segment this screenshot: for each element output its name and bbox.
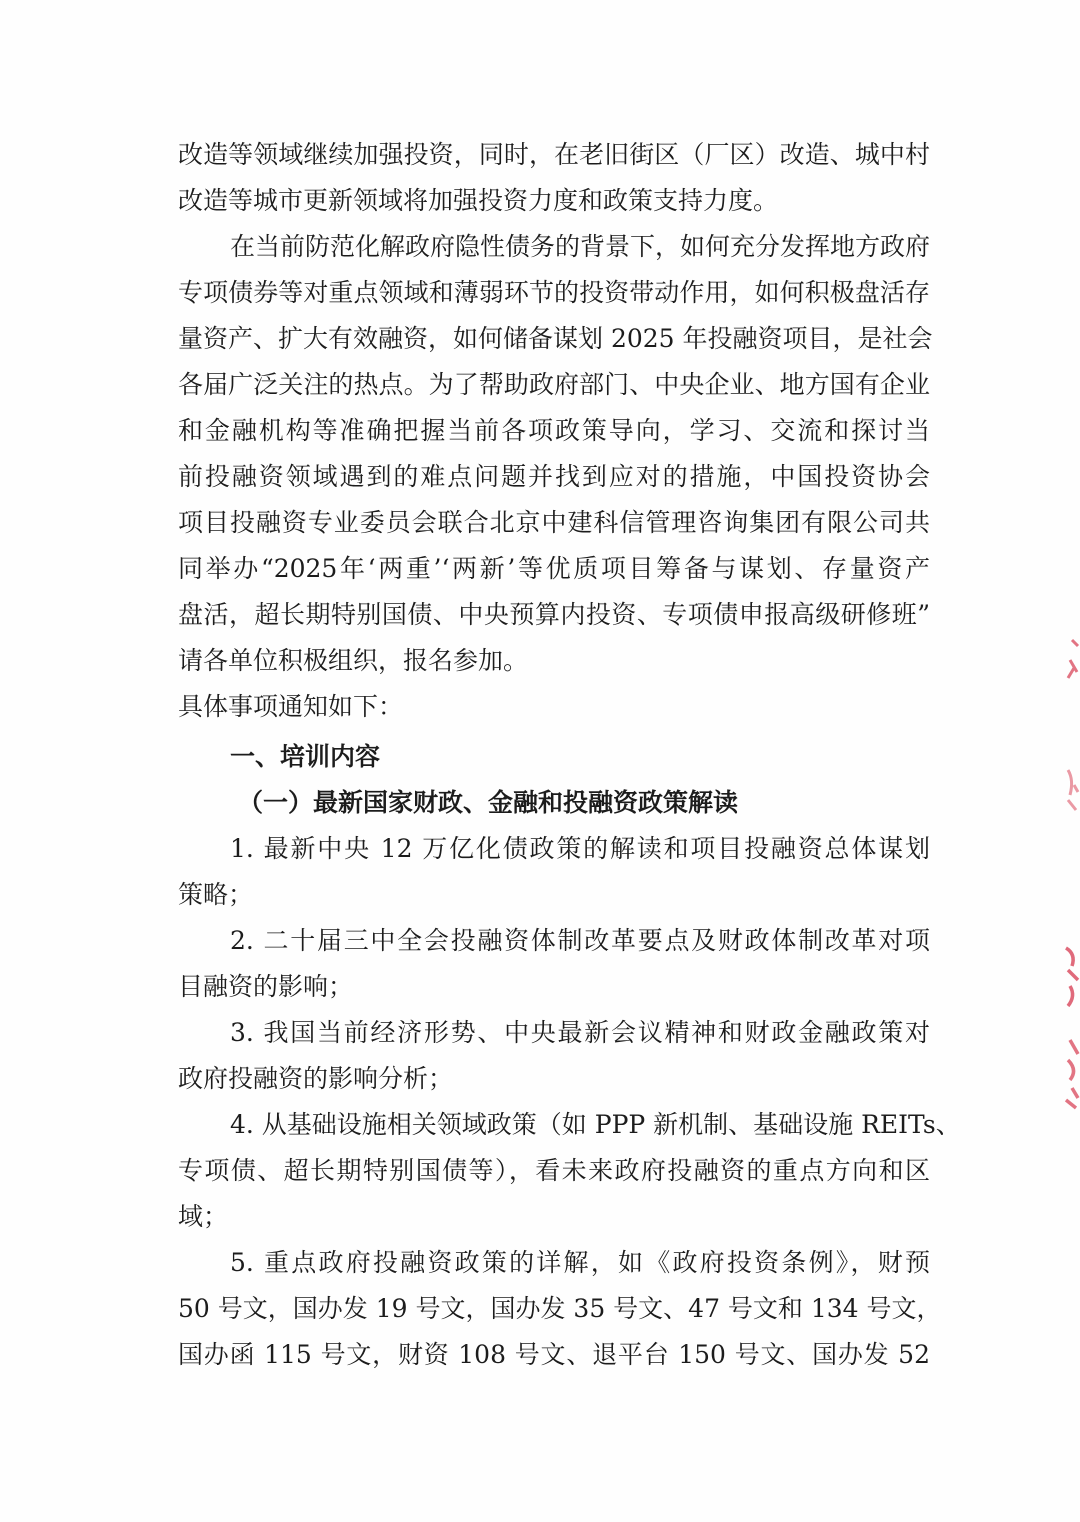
para2-line-8: 同举办“2025年‘两重’‘两新’等优质项目筹备与谋划、存量资产 — [178, 554, 930, 583]
subsection-heading-policy-interpretation: （一）最新国家财政、金融和投融资政策解读 — [238, 788, 739, 817]
para2-line-9: 盘活，超长期特别国债、中央预算内投资、专项债申报高级研修班” — [178, 600, 930, 629]
item4-line-3: 域； — [178, 1202, 229, 1231]
item3-line-2: 政府投融资的影响分析； — [178, 1064, 454, 1093]
para2-line-5: 和金融机构等准确把握当前各项政策导向，学习、交流和探讨当 — [178, 416, 930, 445]
item4-line-2: 专项债、超长期特别国债等），看未来政府投融资的重点方向和区 — [178, 1156, 930, 1185]
seal-fragment-lower-icon — [1050, 930, 1080, 1130]
para2-line-4: 各届广泛关注的热点。为了帮助政府部门、中央企业、地方国有企业 — [178, 370, 930, 399]
para1-line-2: 改造等城市更新领域将加强投资力度和政策支持力度。 — [178, 186, 779, 215]
section-heading-training-content: 一、培训内容 — [230, 742, 381, 771]
document-body — [178, 132, 961, 1378]
item5-line-1: 5. 重点政府投融资政策的详解，如《政府投资条例》，财预 — [230, 1248, 930, 1277]
item1-line-1: 1. 最新中央 12 万亿化债政策的解读和项目投融资总体谋划 — [230, 834, 930, 863]
para2-line-2: 专项债券等对重点领域和薄弱环节的投资带动作用，如何积极盘活存 — [178, 278, 930, 307]
para2-line-6: 前投融资领域遇到的难点问题并找到应对的措施，中国投资协会 — [178, 462, 930, 491]
item4-line-1: 4. 从基础设施相关领域政策（如 PPP 新机制、基础设施 REITs、 — [230, 1110, 961, 1139]
para2-line-10: 请各单位积极组织，报名参加。 — [178, 646, 529, 675]
item5-line-3: 国办函 115 号文，财资 108 号文、退平台 150 号文、国办发 52 — [178, 1340, 930, 1369]
seal-fragment-upper-icon — [1050, 620, 1080, 820]
item2-line-1: 2. 二十届三中全会投融资体制改革要点及财政体制改革对项 — [230, 926, 930, 955]
item2-line-2: 目融资的影响； — [178, 972, 354, 1001]
para2-line-3: 量资产、扩大有效融资，如何储备谋划 2025 年投融资项目，是社会 — [178, 324, 933, 353]
item1-line-2: 策略； — [178, 880, 254, 909]
item5-line-2: 50 号文，国办发 19 号文，国办发 35 号文、47 号文和 134 号文， — [178, 1294, 942, 1323]
para3-line: 具体事项通知如下： — [178, 692, 404, 721]
para2-line-1: 在当前防范化解政府隐性债务的背景下，如何充分发挥地方政府 — [230, 232, 931, 261]
para1-line-1: 改造等领域继续加强投资，同时，在老旧街区（厂区）改造、城中村 — [178, 140, 930, 169]
para2-line-7: 项目投融资专业委员会联合北京中建科信管理咨询集团有限公司共 — [178, 508, 930, 537]
item3-line-1: 3. 我国当前经济形势、中央最新会议精神和财政金融政策对 — [230, 1018, 930, 1047]
